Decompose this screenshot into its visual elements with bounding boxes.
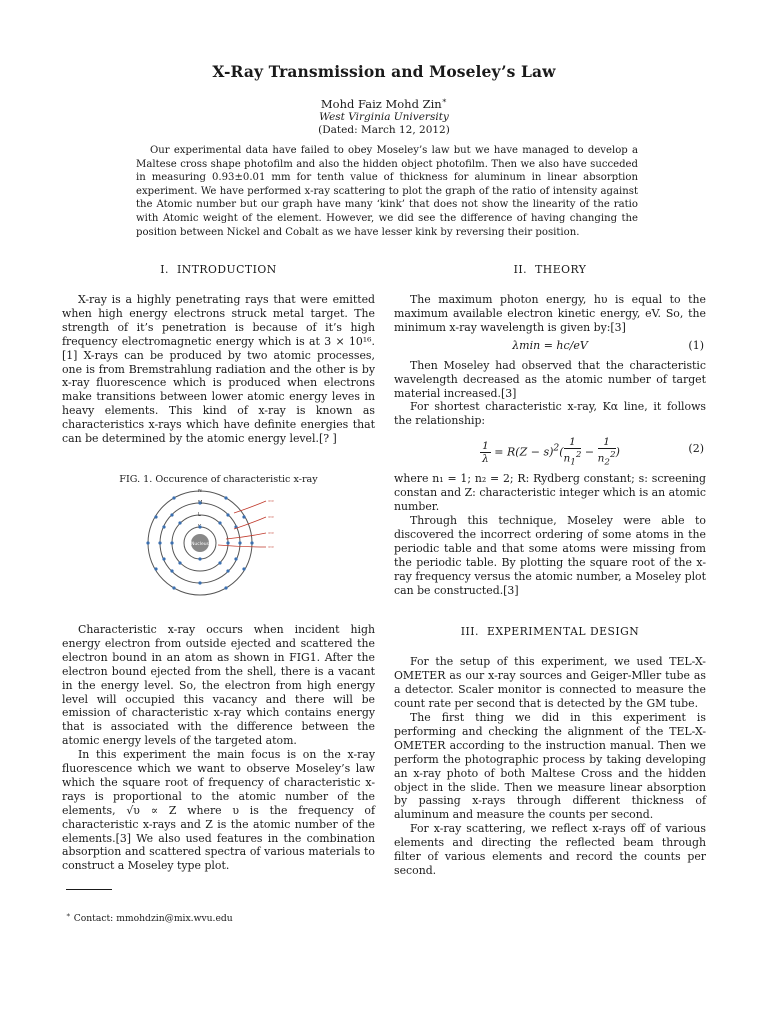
nucleus-label: Nucleus [190,541,209,547]
svg-text:≈≈: ≈≈ [267,530,274,535]
section-heading-introduction [62,263,375,277]
transition-labels [268,499,274,549]
theory-paragraph-1: The maximum photon energy, hυ is equal to the maximum available electron kinetic energy, eV. So, the minimum x-ray wavelength is given by:[3] [394,293,706,334]
figure-1-caption: FIG. 1. Occurence of characteristic x-ray [119,473,318,485]
svg-text:≈≈: ≈≈ [267,514,274,519]
eq2-fraction-n1: $\frac{1}{n_1^2}$ [563,436,582,468]
section-heading-theory [394,263,706,277]
section-number: I. [160,263,169,276]
paper-title: X-Ray Transmission and Moseley’s Law [212,62,556,81]
eq2-fraction-n2: $\frac{1}{n_2^2}$ [597,436,616,468]
footnote [66,911,233,924]
equation-1 [394,335,706,359]
theory-paragraph-2: Then Moseley had observed that the characteristic wavelength decreased as the atomic number of target material increased.[3] [394,358,706,400]
shell-label-l: L [197,511,201,518]
theory-paragraph-5: Through this technique, Moseley were able to discovered the incorrect ordering of some atoms in the periodic table and that some atoms were missing from the periodic table. By plotting the square root of the x-ray frequency versus the atomic number, a Moseley plot can be constructed.[3] [394,513,706,597]
date-line: (Dated: March 12, 2012) [318,124,450,136]
author-line [0,96,768,111]
svg-text:≈≈: ≈≈ [267,498,274,503]
intro-paragraph-2: Characteristic x-ray occurs when incident high energy electron from outside ejected and scattered the electron bound in an atom as shown in FIG1. After the electron bound ejected from the shell, there is a vacant in the energy level. So, the electron from high energy level will occupied this vacancy and there will be emission of characteristic x-ray which contains energy that is associated with the difference between the atomic energy levels of the targeted atom. [62,622,375,748]
section-heading-experimental-design [394,625,706,639]
footnote-text[interactable]: Contact: mmohdzin@mix.wvu.edu [73,913,233,925]
atom-shell-diagram [134,489,304,597]
equation-2-body: $\frac{1}{\lambda}$ = $R(Z - s)^2$( $\frac{1}{n_1^2}$ − $\frac{1}{n_2^2}$ ) [482,436,620,468]
design-paragraph-3: For x-ray scattering, we reflect x-rays off of various elements and directing the reflected beam through filter of various elements and record the counts per second. [394,822,706,877]
equation-1-body: λmin = hc/eV [512,338,588,352]
section-title: INTRODUCTION [177,263,277,276]
author-footnote-mark[interactable]: ∗ [441,96,448,105]
shell-label-n: N [197,488,202,494]
equation-1-number: (1) [688,338,704,352]
footnote-rule [66,889,112,890]
design-paragraph-1: For the setup of this experiment, we used TEL-X-OMETER as our x-ray sources and Geiger-Mller tube as a detector. Scaler monitor is connected to measure the count rate per second that is detected by the GM tube. [394,655,706,711]
theory-paragraph-3: For shortest characteristic x-ray, Kα line, it follows the relationship: [394,400,706,428]
equation-2-number: (2) [688,442,704,456]
abstract: Our experimental data have failed to obey Moseley’s law but we have managed to develop a Maltese cross shape photofilm and also the hidden object photofilm. Then we also have succeded in measuring 0.93±0.01 mm for tenth value of thickness for aluminum in linear absorption experiment. We have performed x-ray scattering to plot the graph of the ratio of intensity against the Atomic number but our graph have many ‘kink’ that does not show the linearity of the ratio with Atomic weight of the element. However, we did see the difference of having changing the position between Nickel and Cobalt as we have lesser kink by reversing their position. [136,145,638,238]
svg-text:≈≈: ≈≈ [267,544,274,549]
transition-arrows [218,501,266,547]
footnote-mark: ∗ [66,911,71,919]
author-name: Mohd Faiz Mohd Zin [320,96,442,111]
section-number: III. [460,625,479,639]
section-title: EXPERIMENTAL DESIGN [486,625,640,639]
left-column [62,263,375,873]
intro-paragraph-1: X-ray is a highly penetrating rays that were emitted when high energy electrons struck metal target. The strength of it’s penetration is because of it’s high frequency electromagnetic energy which is at 3 × 10¹⁶.[1] X-rays can be produced by two atomic processes, one is from Bremstrahlung radiation and the other is by x-ray fluorescence which is produced when electrons make transitions between lower atomic energy leves in heavy elements. This kind of x-ray is known as characteristics x-rays which have definite energies that can be determined by the atomic energy level.[? ] [62,293,375,446]
right-column [394,263,706,878]
eq2-lhs-fraction: $\frac{1}{\lambda}$ [482,440,489,466]
affiliation: West Virginia University [319,111,449,123]
theory-paragraph-4: where n₁ = 1; n₂ = 2; R: Rydberg constant; s: screening constan and Z: characteristic integer which is an atomic number. [394,472,706,514]
equation-2 [394,428,706,472]
intro-paragraph-3: In this experiment the main focus is on the x-ray fluorescence which we want to observe Moseley’s law which the square root of frequency of characteristic x-rays is proportional to the atomic number of the elements, √υ ∝ Z where υ is the frequency of characteristic x-rays and Z is the atomic number of the elements.[3] We also used features in the combination absorption and scattered spectra of various materials to construct a Moseley type plot. [62,748,375,873]
section-number: II. [513,263,528,276]
design-paragraph-2: The first thing we did in this experiment is performing and checking the alignment of the TEL-X-OMETER according to the instruction manual. Then we perform the photographic process by taking developing an x-ray photo of both Maltese Cross and the hidden object in the slide. Then we measure linear absorption by passing x-rays through different thickness of aluminum and measure the counts per second. [394,711,706,822]
section-title: THEORY [535,263,587,276]
